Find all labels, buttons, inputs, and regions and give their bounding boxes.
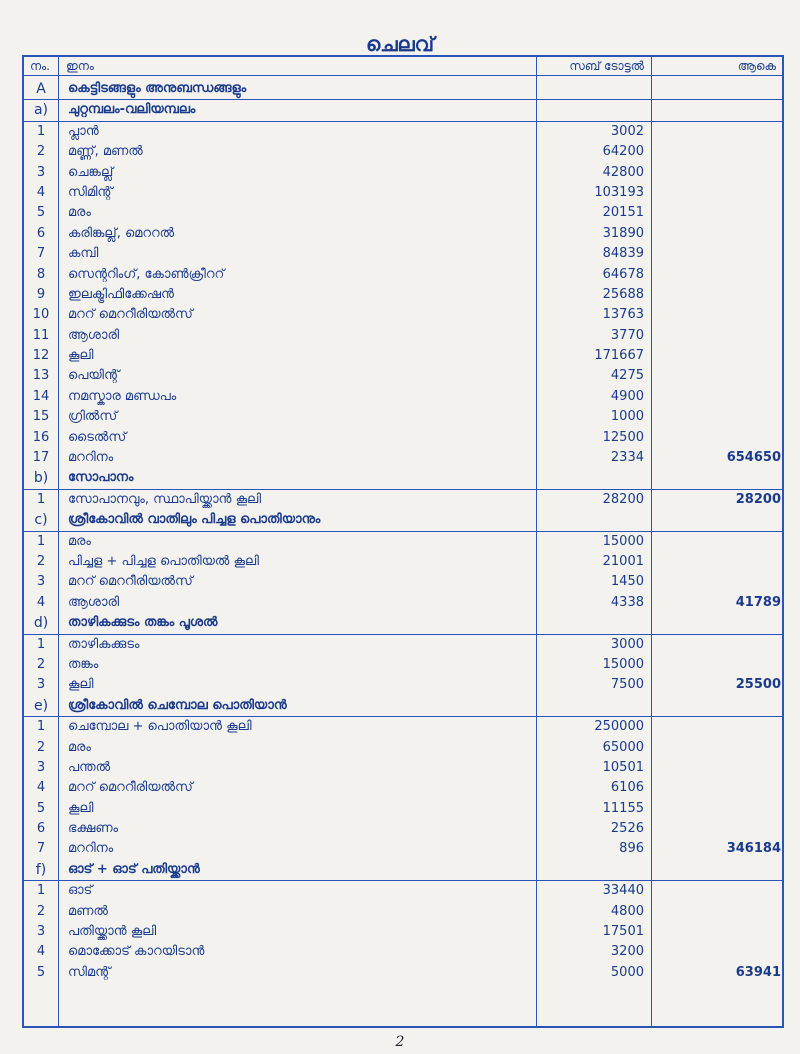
row-item: ഇലക്ട്രിഫിക്കേഷൻ xyxy=(68,286,174,302)
row-item: ഭക്ഷണം xyxy=(68,821,119,837)
row-subtotal: 896 xyxy=(619,841,644,857)
row-subtotal: 33440 xyxy=(602,883,644,899)
table-row xyxy=(24,839,782,859)
row-number: 3 xyxy=(36,677,46,693)
row-total: 63941 xyxy=(735,964,781,980)
row-item: മരം xyxy=(68,205,91,221)
table-row xyxy=(24,285,782,305)
row-item: മരം xyxy=(68,533,91,549)
table-row xyxy=(24,163,782,183)
row-number: 17 xyxy=(32,450,50,466)
row-subtotal: 64200 xyxy=(602,144,644,160)
row-item: പന്തൽ xyxy=(68,759,111,775)
row-subtotal: 12500 xyxy=(602,429,644,445)
table-row xyxy=(24,224,782,244)
section-header-row xyxy=(24,696,782,717)
row-number: b) xyxy=(33,470,49,487)
row-subtotal: 84839 xyxy=(602,246,644,262)
row-subtotal: 2526 xyxy=(610,821,644,837)
row-item: ഓട് xyxy=(68,883,93,899)
row-number: 4 xyxy=(36,944,46,960)
row-item: താഴികക്കുടം xyxy=(68,636,140,652)
row-subtotal: 250000 xyxy=(594,719,644,735)
table-row xyxy=(24,593,782,613)
row-subtotal: 15000 xyxy=(602,656,644,672)
table-row xyxy=(24,366,782,386)
row-subtotal: 4338 xyxy=(610,594,644,610)
row-number: 14 xyxy=(32,388,50,404)
row-item: കൂലി xyxy=(68,800,94,816)
table-row xyxy=(24,922,782,942)
table-row xyxy=(24,346,782,366)
table-row xyxy=(24,326,782,346)
row-subtotal: 3002 xyxy=(610,123,644,139)
row-number: 6 xyxy=(36,821,46,837)
row-subtotal: 4900 xyxy=(610,388,644,404)
row-subtotal: 171667 xyxy=(594,348,644,364)
row-number: 13 xyxy=(32,368,50,384)
table-row xyxy=(24,572,782,592)
table-row xyxy=(24,881,782,901)
row-subtotal: 20151 xyxy=(602,205,644,221)
row-item: ചുറ്റമ്പലം-വലിയമ്പലം xyxy=(68,102,196,118)
table-row xyxy=(24,532,782,552)
table-row xyxy=(24,655,782,675)
row-number: 2 xyxy=(36,553,46,569)
row-item: മണ്ണ്, മണൽ xyxy=(68,144,143,160)
row-subtotal: 11155 xyxy=(602,800,644,816)
row-number: 7 xyxy=(36,246,46,262)
row-item: സോപാനം xyxy=(68,470,134,486)
table-row xyxy=(24,799,782,819)
row-number: 4 xyxy=(36,780,46,796)
row-subtotal: 13763 xyxy=(602,307,644,323)
row-number: 3 xyxy=(36,759,46,775)
row-item: പിച്ചള + പിച്ചള പൊതിയൽ കൂലി xyxy=(68,553,259,569)
row-item: മററ് മെററീരിയൽസ് xyxy=(68,307,193,323)
row-subtotal: 4275 xyxy=(610,368,644,384)
page-number: 2 xyxy=(395,1034,405,1050)
row-subtotal: 65000 xyxy=(602,739,644,755)
table-row xyxy=(24,902,782,922)
row-item: ടൈൽസ് xyxy=(68,429,127,445)
table-row xyxy=(24,552,782,572)
row-number: 5 xyxy=(36,800,46,816)
row-subtotal: 103193 xyxy=(594,184,644,200)
table-body xyxy=(24,79,782,983)
row-number: 1 xyxy=(36,883,46,899)
header-no: നം. xyxy=(30,59,50,73)
row-number: 2 xyxy=(36,144,46,160)
row-item: ചെങ്കല്ല് xyxy=(68,164,114,180)
header-subtotal: സബ് ടോട്ടൽ xyxy=(569,59,644,73)
row-item: മററ് മെററീരിയൽസ് xyxy=(68,780,193,796)
row-item: കമ്പി xyxy=(68,246,99,262)
row-total: 25500 xyxy=(735,677,781,693)
row-number: 2 xyxy=(36,903,46,919)
row-subtotal: 5000 xyxy=(610,964,644,980)
table-row xyxy=(24,635,782,655)
row-number: 5 xyxy=(36,964,46,980)
row-number: 1 xyxy=(36,123,46,139)
section-header-row xyxy=(24,510,782,531)
row-subtotal: 31890 xyxy=(602,225,644,241)
row-subtotal: 3000 xyxy=(610,636,644,652)
row-item: കൂലി xyxy=(68,348,94,364)
header-total: ആകെ xyxy=(737,59,776,73)
row-total: 654650 xyxy=(726,450,781,466)
table-row xyxy=(24,265,782,285)
row-number: 12 xyxy=(32,348,50,364)
table-row xyxy=(24,183,782,203)
row-subtotal: 1000 xyxy=(610,409,644,425)
row-item: മററ് മെററീരിയൽസ് xyxy=(68,574,193,590)
row-number: 4 xyxy=(36,184,46,200)
row-number: 3 xyxy=(36,164,46,180)
row-number: 6 xyxy=(36,225,46,241)
row-item: നമസ്കാര മണ്ഡപം xyxy=(68,388,177,404)
row-item: സിമന്റ് xyxy=(68,964,111,980)
table-row xyxy=(24,244,782,264)
row-item: ഗ്രിൽസ് xyxy=(68,409,118,425)
row-number: 1 xyxy=(36,636,46,652)
row-number: c) xyxy=(34,512,48,529)
row-number: 3 xyxy=(36,924,46,940)
row-item: സിമിന്റ് xyxy=(68,184,113,200)
row-item: ഓട് + ഓട് പതിയ്ക്കാൻ xyxy=(68,861,200,877)
row-item: കരിങ്കല്ല്, മെററൽ xyxy=(68,225,175,241)
row-number: 9 xyxy=(36,286,46,302)
table-row xyxy=(24,758,782,778)
table-row xyxy=(24,428,782,448)
row-item: മൊക്കോട് കാറയിടാൻ xyxy=(68,944,205,960)
row-number: 2 xyxy=(36,656,46,672)
table-row xyxy=(24,305,782,325)
row-item: മററിനം xyxy=(68,841,114,857)
header-item: ഇനം xyxy=(66,59,94,73)
table-row xyxy=(24,448,782,468)
row-number: e) xyxy=(33,697,49,714)
row-subtotal: 17501 xyxy=(602,924,644,940)
row-item: സെന്ററിംഗ്, കോൺക്രീററ് xyxy=(68,266,225,282)
row-item: ശ്രീകോവിൽ വാതിലും പിച്ചള പൊതിയാനും xyxy=(68,512,321,528)
row-subtotal: 10501 xyxy=(602,759,644,775)
row-subtotal: 3200 xyxy=(610,944,644,960)
row-item: ആശാരി xyxy=(68,327,120,343)
table-row xyxy=(24,142,782,162)
section-header-row xyxy=(24,860,782,881)
section-header-row xyxy=(24,613,782,634)
expense-ledger-table xyxy=(22,55,784,1028)
row-item: ആശാരി xyxy=(68,594,120,610)
row-number: 5 xyxy=(36,205,46,221)
row-subtotal: 2334 xyxy=(610,450,644,466)
page-title: ചെലവ് xyxy=(365,32,435,56)
table-header xyxy=(24,57,782,76)
row-subtotal: 42800 xyxy=(602,164,644,180)
row-subtotal: 15000 xyxy=(602,533,644,549)
row-subtotal: 28200 xyxy=(602,491,644,507)
table-row xyxy=(24,738,782,758)
row-number: 3 xyxy=(36,574,46,590)
row-number: d) xyxy=(33,615,49,632)
table-row xyxy=(24,717,782,737)
row-number: 8 xyxy=(36,266,46,282)
row-item: കൂലി xyxy=(68,677,94,693)
row-number: 10 xyxy=(32,307,50,323)
row-item: തങ്കം xyxy=(68,656,99,672)
row-number: 7 xyxy=(36,841,46,857)
table-row xyxy=(24,778,782,798)
row-subtotal: 6106 xyxy=(610,780,644,796)
row-total: 28200 xyxy=(735,491,781,507)
table-row xyxy=(24,407,782,427)
row-total: 41789 xyxy=(735,594,781,610)
row-item: പ്ലാൻ xyxy=(68,123,99,139)
row-number: A xyxy=(36,81,46,97)
row-subtotal: 7500 xyxy=(610,677,644,693)
row-subtotal: 64678 xyxy=(602,266,644,282)
row-item: പതിയ്ക്കാൻ കൂലി xyxy=(68,924,157,940)
row-subtotal: 25688 xyxy=(602,286,644,302)
row-subtotal: 21001 xyxy=(602,553,644,569)
row-number: a) xyxy=(33,102,49,119)
row-item: ചെമ്പോല + പൊതിയാൻ കൂലി xyxy=(68,719,252,735)
section-header-row xyxy=(24,468,782,489)
row-subtotal: 1450 xyxy=(610,574,644,590)
table-row xyxy=(24,203,782,223)
table-row xyxy=(24,675,782,695)
table-row xyxy=(24,122,782,142)
row-number: f) xyxy=(35,861,47,878)
table-row xyxy=(24,942,782,962)
row-number: 2 xyxy=(36,739,46,755)
row-item: സോപാനവും, സ്ഥാപിയ്ക്കാൻ കൂലി xyxy=(68,491,262,507)
row-subtotal: 3770 xyxy=(610,327,644,343)
row-item: മററിനം xyxy=(68,450,114,466)
table-row xyxy=(24,387,782,407)
row-number: 1 xyxy=(36,719,46,735)
table-row xyxy=(24,490,782,510)
row-item: താഴികക്കുടം തങ്കം പൂശൽ xyxy=(68,615,218,631)
row-number: 1 xyxy=(36,533,46,549)
table-row xyxy=(24,819,782,839)
section-header-row xyxy=(24,100,782,121)
row-item: പെയിന്റ് xyxy=(68,368,120,384)
row-number: 15 xyxy=(32,409,50,425)
table-row xyxy=(24,963,782,983)
row-item: മരം xyxy=(68,739,91,755)
row-item: മണൽ xyxy=(68,903,108,919)
row-total: 346184 xyxy=(726,841,781,857)
row-number: 4 xyxy=(36,594,46,610)
row-item: ശ്രീകോവിൽ ചെമ്പോല പൊതിയാൻ xyxy=(68,697,287,713)
section-header-row xyxy=(24,79,782,100)
row-number: 11 xyxy=(32,327,50,343)
row-item: കെട്ടിടങ്ങളും അനുബന്ധങ്ങളും xyxy=(68,81,247,96)
row-number: 1 xyxy=(36,491,46,507)
row-subtotal: 4800 xyxy=(610,903,644,919)
row-number: 16 xyxy=(32,429,50,445)
